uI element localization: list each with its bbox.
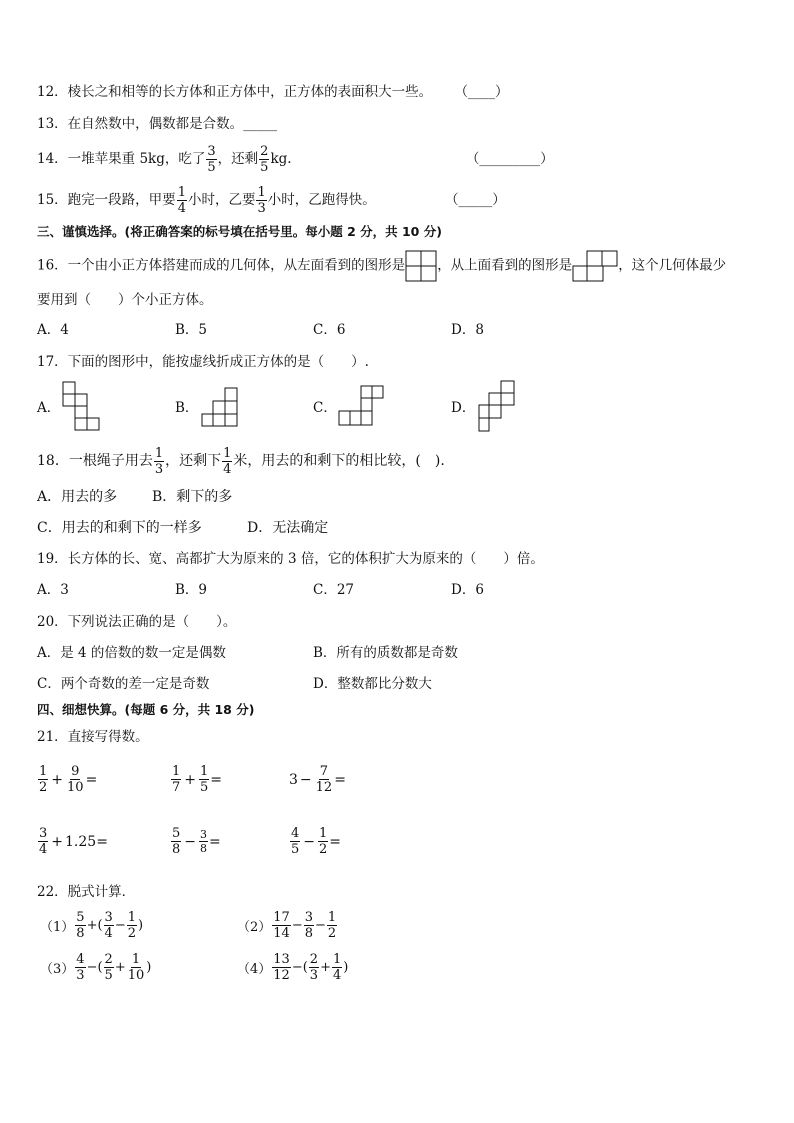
expr-2: [170, 764, 222, 795]
numerator: 13: [273, 952, 290, 967]
question-16-text: 16．一个由小正方体搭建而成的几何体，从左面看到的图形是: [37, 257, 406, 274]
denominator: 14: [273, 926, 290, 941]
operator: −: [299, 771, 312, 788]
denominator: 5: [207, 160, 216, 175]
question-14: [37, 143, 554, 175]
answer-paren[interactable]: （_________）: [465, 151, 554, 167]
question-15-text-mid: 小时，乙要: [187, 192, 256, 208]
option-b[interactable]: B．所有的质数都是奇数: [313, 645, 458, 661]
operator: −: [184, 833, 197, 850]
option-a[interactable]: A．用去的多: [37, 489, 118, 505]
answer-paren[interactable]: （____）: [454, 84, 509, 100]
fraction: [177, 185, 187, 216]
denominator: 5: [291, 842, 300, 857]
numerator: 3: [200, 828, 208, 841]
numerator: 1: [257, 185, 266, 200]
question-14-text-mid: ，还剩: [217, 151, 259, 167]
numerator: 2: [309, 952, 319, 967]
operator: +: [114, 960, 126, 975]
fraction: [199, 828, 208, 855]
expr-1: [37, 764, 97, 795]
fraction: [315, 764, 334, 795]
denominator: 4: [177, 201, 186, 216]
option-d[interactable]: D．8: [451, 322, 484, 338]
question-18-text-end: 米，用去的和剩下的相比较，( ).: [233, 453, 445, 469]
fraction: [259, 144, 269, 175]
fraction: [222, 446, 232, 477]
fraction: [304, 910, 314, 941]
denominator: 3: [76, 968, 85, 983]
fraction: [75, 910, 85, 941]
denominator: 3: [154, 461, 164, 477]
denominator: 8: [304, 926, 314, 941]
option-c[interactable]: C．27: [313, 582, 355, 598]
operator: +: [320, 960, 331, 975]
question-18-text-mid: ，还剩下: [165, 453, 222, 469]
operator: −: [291, 918, 303, 933]
question-14-text: 14．一堆苹果重 5kg，吃了: [37, 151, 206, 167]
option-c[interactable]: C．: [313, 400, 337, 416]
numerator: 2: [104, 952, 113, 967]
option-b[interactable]: B．: [175, 400, 199, 416]
fraction: [272, 910, 291, 941]
question-20: 20．下列说法正确的是（ ）。: [37, 614, 237, 630]
numerator: 5: [172, 826, 181, 841]
numerator: 4: [291, 826, 300, 841]
expr-tail: 1.25=: [65, 833, 108, 850]
fraction: [127, 910, 137, 941]
denominator: 3: [309, 968, 319, 983]
denominator: 7: [172, 780, 181, 795]
question-13-text: 13．在自然数中，偶数都是合数。: [37, 116, 244, 132]
numerator: 3: [207, 144, 216, 159]
equals-sign: =: [209, 833, 221, 850]
equals-sign: =: [329, 833, 342, 850]
numerator: 3: [39, 826, 48, 841]
question-19: 19．长方体的长、宽、高都扩大为原来的 3 倍，它的体积扩大为原来的（ ）倍。: [37, 551, 544, 567]
operator: +: [184, 771, 197, 788]
fraction: [154, 446, 164, 477]
expr-6: [289, 826, 341, 857]
option-a[interactable]: A．3: [37, 582, 69, 598]
fraction: [171, 826, 181, 857]
fraction: [199, 764, 209, 795]
question-21: 21．直接写得数。: [37, 729, 149, 745]
denominator: 8: [172, 842, 181, 857]
close-paren: ): [146, 960, 152, 975]
denominator: 8: [200, 842, 208, 855]
denominator: 5: [104, 968, 113, 983]
item-label: （2）: [237, 920, 272, 935]
option-b[interactable]: B．5: [175, 322, 208, 338]
question-12: [37, 82, 508, 102]
numerator: 1: [39, 764, 48, 779]
option-c[interactable]: C．两个奇数的差一定是奇数: [37, 676, 210, 692]
denominator: 2: [127, 926, 136, 941]
denominator: 2: [319, 842, 328, 857]
option-d[interactable]: D．: [451, 400, 476, 416]
question-15: [37, 184, 506, 216]
calc-4: [237, 952, 348, 983]
option-d[interactable]: D．无法确定: [247, 520, 329, 536]
numerator: 5: [76, 910, 85, 925]
calc-2: [237, 910, 338, 941]
option-b[interactable]: B．剩下的多: [152, 489, 233, 505]
option-d[interactable]: D．6: [451, 582, 484, 598]
answer-blank[interactable]: _____: [243, 116, 277, 132]
cube-net-b: [201, 386, 241, 430]
fraction: [38, 826, 48, 857]
denominator: 4: [332, 968, 342, 983]
fraction: [309, 952, 319, 983]
fraction: [127, 952, 146, 983]
option-c[interactable]: C．用去的和剩下的一样多: [37, 520, 202, 536]
numerator: 4: [76, 952, 85, 967]
numerator: 1: [172, 764, 181, 779]
question-22: 22．脱式计算．: [37, 884, 136, 900]
fraction: [38, 764, 48, 795]
fraction: [66, 764, 85, 795]
whole-number: 3: [289, 771, 298, 788]
numerator: 1: [327, 910, 337, 925]
question-17: 17．下面的图形中，能按虚线折成正方体的是（ ）.: [37, 354, 369, 370]
operator: +(: [86, 918, 103, 933]
section-3-heading: 三、谨慎选择。(将正确答案的标号填在括号里。每小题 2 分，共 10 分): [37, 224, 442, 239]
left-view-figure: [405, 250, 437, 282]
fraction: [75, 952, 85, 983]
section-4-heading: 四、细想快算。(每题 6 分，共 18 分): [37, 702, 255, 717]
question-16-text-end: ，这个几何体最少: [618, 257, 727, 274]
fraction: [272, 952, 291, 983]
question-15-text: 15．跑完一段路，甲要: [37, 192, 176, 208]
numerator: 1: [319, 826, 328, 841]
question-14-text-end: kg.: [270, 151, 292, 167]
question-18-text: 18．一根绳子用去: [37, 453, 153, 469]
numerator: 1: [154, 445, 164, 461]
option-a[interactable]: A．是 4 的倍数的数一定是偶数: [37, 645, 226, 661]
denominator: 10: [127, 968, 145, 983]
cube-net-c: [338, 384, 388, 430]
equals-sign: =: [85, 771, 98, 788]
close-paren: ): [138, 918, 144, 933]
operator: −(: [86, 960, 103, 975]
question-18: [37, 444, 445, 478]
expr-4: [37, 826, 108, 857]
expr-3: [289, 764, 346, 795]
operator: −: [114, 918, 126, 933]
expr-5: [170, 826, 221, 857]
denominator: 3: [257, 201, 266, 216]
option-c[interactable]: C．6: [313, 322, 346, 338]
numerator: 1: [223, 445, 232, 461]
equals-sign: =: [210, 771, 223, 788]
fraction: [206, 144, 216, 175]
question-16-line-2: 要用到（ ）个小正方体。: [37, 292, 213, 308]
fraction: [104, 910, 114, 941]
numerator: 3: [304, 910, 314, 925]
numerator: 2: [260, 144, 269, 159]
equals-sign: =: [334, 771, 346, 788]
option-d[interactable]: D．整数都比分数大: [313, 676, 432, 692]
fraction: [104, 952, 114, 983]
numerator: 1: [332, 952, 342, 967]
denominator: 2: [39, 780, 48, 795]
numerator: 9: [71, 764, 80, 779]
denominator: 4: [223, 461, 232, 477]
cube-net-a: [61, 381, 103, 437]
numerator: 1: [131, 952, 141, 967]
denominator: 4: [104, 926, 113, 941]
cube-net-d: [477, 380, 519, 436]
question-13: [37, 114, 277, 134]
denominator: 8: [76, 926, 85, 941]
fraction: [332, 952, 342, 983]
denominator: 2: [327, 926, 337, 941]
denominator: 4: [39, 842, 48, 857]
operator: −(: [291, 960, 308, 975]
operator: −: [303, 833, 316, 850]
numerator: 7: [319, 764, 329, 779]
top-view-figure: [572, 250, 618, 282]
question-12-text: 12．棱长之和相等的长方体和正方体中，正方体的表面积大一些。: [37, 84, 433, 100]
numerator: 17: [273, 910, 290, 925]
item-label: （1）: [40, 920, 75, 935]
option-b[interactable]: B．9: [175, 582, 208, 598]
item-label: （4）: [237, 962, 272, 977]
denominator: 12: [273, 968, 290, 983]
operator: +: [51, 833, 64, 850]
numerator: 3: [104, 910, 113, 925]
numerator: 1: [127, 910, 136, 925]
fraction: [318, 826, 328, 857]
denominator: 5: [200, 780, 209, 795]
fraction: [256, 185, 266, 216]
denominator: 10: [67, 780, 84, 795]
fraction: [327, 910, 337, 941]
calc-3: [40, 952, 151, 983]
close-paren: ): [343, 960, 349, 975]
fraction: [290, 826, 300, 857]
question-16: [37, 250, 726, 282]
fraction: [171, 764, 181, 795]
numerator: 1: [177, 185, 186, 200]
item-label: （3）: [40, 962, 75, 977]
denominator: 12: [315, 780, 333, 795]
operator: +: [51, 771, 64, 788]
answer-paren[interactable]: （_____）: [445, 192, 506, 208]
calc-1: [40, 910, 143, 941]
option-a[interactable]: A．: [37, 400, 61, 416]
question-15-text-end: 小时，乙跑得快。: [267, 192, 376, 208]
denominator: 5: [260, 160, 269, 175]
numerator: 1: [200, 764, 209, 779]
option-a[interactable]: A．4: [37, 322, 69, 338]
question-16-text-mid: ，从上面看到的图形是: [437, 257, 573, 274]
operator: −: [315, 918, 326, 933]
